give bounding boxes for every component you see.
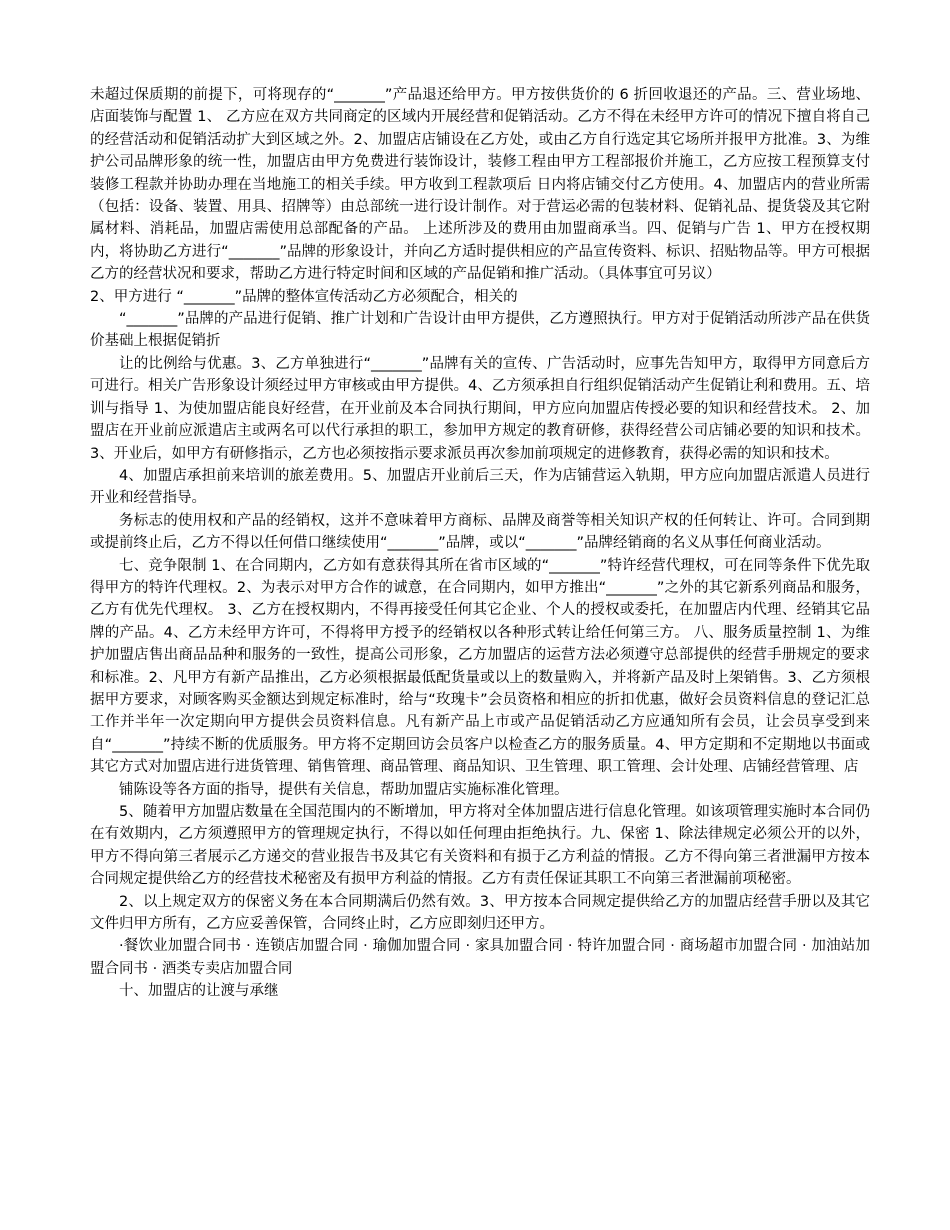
- paragraph-confidentiality: 5、随着甲方加盟店数量在全国范围内的不断增加，甲方将对全体加盟店进行信息化管理。如该项管理实施时本合同仍在有效期内，乙方须遵照甲方的管理规定执行，不得以如任何理由拒绝执行。九、保密 1、除法律规定必须公开的以外，甲方不得向第三者展示乙方递交的营业报告书及其它有关资料和有损于乙方利益的情报。乙方不得向第三者泄漏甲方按本合同规定提供给乙方的经营技术秘密及有损甲方利益的情报。乙方有责任保证其职工不向第三者泄漏前项秘密。: [90, 804, 870, 888]
- paragraph-promotion-plan: “_______”品牌的产品进行促销、推广计划和广告设计由甲方提供，乙方遵照执行。甲方对于促销活动所涉产品在供货价基础上根据促销折: [90, 311, 870, 350]
- paragraph-training-costs: 4、加盟店承担前来培训的旅差费用。5、加盟店开业前后三天，作为店铺营运入轨期，甲方应向加盟店派遣人员进行开业和经营指导。: [90, 467, 870, 507]
- paragraph-franchise-terms-1: 未超过保质期的前提下，可将现存的“_______”产品退还给甲方。甲方按供货价的 6 折回收退还的产品。三、营业场地、店面装饰与配置 1、 乙方应在双方共同商定的区域内开展经营和促销活动。乙方不得在未经甲方许可的情况下擅自将自己的经营活动和促销活动扩大到区域之外。2、加盟店店铺设在乙方处，或由乙方自行选定其它场所并报甲方批准。3、为维护公司品牌形象的统一性，加盟店由甲方免费进行装饰设计，装修工程由甲方工程部报价并施工，乙方应按工程预算支付装修工程款并协助办理在当地施工的相关手续。甲方收到工程款项后 日内将店铺交付乙方使用。4、加盟店内的营业所需（包括：设备、装置、用具、招牌等）由总部统一进行设计制作。对于营运必需的包装材料、促销礼品、提货袋及其它附属材料、消耗品，加盟店需使用总部配备的产品。 上述所涉及的费用由加盟商承当。四、促销与广告 1、甲方在授权期内，将协助乙方进行“_______”品牌的形象设计，并向乙方适时提供相应的产品宣传资料、标识、招贴物品等。甲方可根据乙方的经营状况和要求，帮助乙方进行特定时间和区域的产品促销和推广活动。（具体事宜可另议）: [90, 87, 870, 283]
- section-heading-transfer: 十、加盟店的让渡与承继: [119, 983, 279, 1000]
- paragraph-promotion-2: 2、甲方进行 “_______”品牌的整体宣传活动乙方必须配合，相关的: [90, 288, 518, 305]
- paragraph-competition-quality: 七、竞争限制 1、在合同期内，乙方如有意获得其所在省市区域的“_______”特许经营代理权，可在同等条件下优先取得甲方的特许代理权。2、为表示对甲方合作的诚意，在合同期内，如甲方推出“_______”之外的其它新系列商品和服务，乙方有优先代理权。 3、乙方在授权期内，不得再接受任何其它企业、个人的授权或委托，在加盟店内代理、经销其它品牌的产品。4、乙方未经甲方许可，不得将甲方授予的经销权以各种形式转让给任何第三方。 八、服务质量控制 1、为维护加盟店售出商品品种和服务的一致性，提高公司形象，乙方加盟店的运营方法必须遵守总部提供的经营手册规定的要求和标准。2、凡甲方有新产品推出，乙方必须根据最低配货量或以上的数量购入，并将新产品及时上架销售。3、乙方须根据甲方要求，对顾客购买金额达到规定标准时，给与“玫瑰卡”会员资格和相应的折扣优惠，做好会员资料信息的登记汇总工作并半年一次定期向甲方提供会员资料信息。凡有新产品上市或产品促销活动乙方应通知所有会员，让会员享受到来自“_______”持续不断的优质服务。甲方将不定期回访会员客户以检查乙方的服务质量。4、甲方定期和不定期地以书面或其它方式对加盟店进行进货管理、销售管理、商品管理、商品知识、卫生管理、职工管理、会计处理、店铺经营管理、店: [90, 557, 870, 776]
- paragraph-guidance: 铺陈设等各方面的指导，提供有关信息，帮助加盟店实施标准化管理。: [119, 781, 569, 798]
- paragraph-confidentiality-2: 2、以上规定双方的保密义务在本合同期满后仍然有效。3、甲方按本合同规定提供给乙方的加盟店经营手册以及其它文件归甲方所有，乙方应妥善保管，合同终止时，乙方应即刻归还甲方。: [90, 893, 870, 933]
- paragraph-advertising-training: 让的比例给与优惠。3、乙方单独进行“_______”品牌有关的宣传、广告活动时，应事先告知甲方，取得甲方同意后方可进行。相关广告形象设计须经过甲方审核或由甲方提供。4、乙方须承担自行组织促销活动产生促销让利和费用。五、培训与指导 1、为使加盟店能良好经营，在开业前及本合同执行期间，甲方应向加盟店传授必要的知识和经营技术。 2、加盟店在开业前应派遣店主或两名可以代行承担的职工，参加甲方规定的教育研修，获得经营公司店铺必要的知识和技术。 3、开业后，如甲方有研修指示，乙方也必须按指示要求派员再次参加前项规定的进修教育，获得必需的知识和技术。: [90, 355, 870, 462]
- paragraph-trademark-use: 务标志的使用权和产品的经销权，这并不意味着甲方商标、品牌及商誉等相关知识产权的任何转让、许可。合同到期或提前终止后，乙方不得以任何借口继续使用“_______”品牌，或以“_______”品牌经销商的名义从事任何商业活动。: [90, 512, 870, 552]
- related-contracts-list: ·餐饮业加盟合同书 · 连锁店加盟合同 · 瑜伽加盟合同 · 家具加盟合同 · 特许加盟合同 · 商场超市加盟合同 · 加油站加盟合同书 · 酒类专卖店加盟合同: [90, 938, 870, 977]
